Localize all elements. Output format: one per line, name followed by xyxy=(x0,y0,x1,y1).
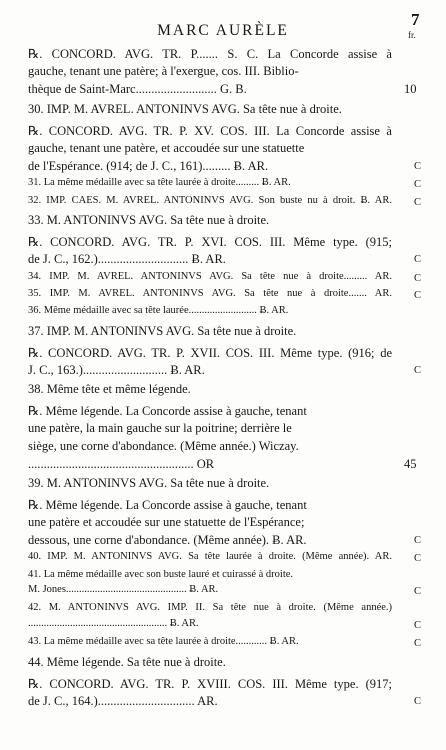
catalog-line xyxy=(0,345,446,361)
rarity-value: C xyxy=(414,197,422,208)
catalog-line xyxy=(0,497,446,513)
catalog-line xyxy=(0,676,446,692)
catalog-line xyxy=(0,584,446,600)
currency-column-header: fr. xyxy=(408,30,416,40)
catalog-line-text: 38. Même tête et même légende. xyxy=(28,382,191,396)
catalog-line-text: 44. Même légende. Sa tête nue à droite. xyxy=(28,655,226,669)
catalog-line-text: ..................................................... Ƀ. AR. xyxy=(28,618,199,629)
catalog-line-text: 34. IMP. M. AVREL. ANTONINVS AVG. Sa tête nue à droite......... AR. xyxy=(28,271,392,282)
catalog-line-text: 31. La même médaille avec sa tête laurée à droite......... Ƀ. AR. xyxy=(28,177,291,188)
catalog-line-text: 30. IMP. M. AVREL. ANTONINVS AVG. Sa tête nue à droite. xyxy=(28,102,342,116)
catalog-line-text: gauche, tenant une patère, et accoudée sur une statuette xyxy=(28,141,305,155)
catalog-line xyxy=(0,618,446,634)
catalog-line xyxy=(0,64,446,80)
catalog-line-text: ℞. Même légende. La Concorde assise à gauche, tenant xyxy=(28,404,307,418)
catalog-line-text: 36. Même médaille avec sa tête laurée.......................... Ƀ. AR. xyxy=(28,305,289,316)
catalog-line xyxy=(0,439,446,455)
rarity-value: 45 xyxy=(404,457,417,471)
rarity-value: C xyxy=(414,535,422,546)
catalog-line-text: 33. M. ANTONINVS AVG. Sa tête nue à droite. xyxy=(28,213,270,227)
catalog-line-text: dessous, une corne d'abondance. (Même année). Ƀ. AR. xyxy=(28,533,307,547)
catalog-line-text: une patère, la main gauche sur la poitrine; derrière le xyxy=(28,421,292,435)
catalog-line-text: M. Jones.............................................. Ƀ. AR. xyxy=(28,584,219,595)
catalog-line xyxy=(0,141,446,157)
rarity-value: C xyxy=(414,638,422,649)
catalog-line xyxy=(0,82,446,98)
rarity-value: C xyxy=(414,620,422,631)
catalog-line-text: 37. IMP. M. ANTONINVS AVG. Sa tête nue à droite. xyxy=(28,324,297,338)
catalog-line-text: 35. IMP. M. AVREL. ANTONINVS AVG. Sa tête nue à droite....... AR. xyxy=(28,288,393,299)
catalog-line-text: 43. La même médaille avec sa tête laurée à droite............ Ƀ. AR. xyxy=(28,636,299,647)
catalog-line xyxy=(0,533,446,549)
catalog-line xyxy=(0,421,446,437)
catalog-line xyxy=(0,305,446,321)
catalog-line xyxy=(0,363,446,379)
running-title: MARC AURÈLE xyxy=(157,22,289,39)
page-number: 7 xyxy=(411,10,420,29)
catalog-line xyxy=(0,515,446,531)
catalog-line xyxy=(0,46,446,62)
catalog-line xyxy=(0,457,446,473)
catalog-line xyxy=(0,602,446,618)
catalog-line xyxy=(0,403,446,419)
rarity-value: C xyxy=(414,586,422,597)
catalog-line-text: une patère et accoudée sur une statuette de l'Espérance; xyxy=(28,515,305,529)
rarity-value: C xyxy=(414,365,422,376)
catalog-line-text: 40. IMP. M. ANTONINVS AVG. Sa tête laurée à droite. (Même année). AR. xyxy=(28,551,392,562)
catalog-line xyxy=(0,382,446,398)
catalog-line xyxy=(0,195,446,211)
catalog-line-text: gauche, tenant une patère; à l'exergue, cos. III. Biblio- xyxy=(28,64,299,78)
rarity-value: C xyxy=(414,290,422,301)
catalog-line-text: ℞. CONCORD. AVG. TR. P. XVI. COS. III. Même type. (915; xyxy=(28,235,392,249)
catalog-line-text: de J. C., 162.)............................. Ƀ. AR. xyxy=(28,252,226,266)
catalog-line-text: thèque de Saint-Marc.......................... G. B. xyxy=(28,82,247,96)
catalog-line xyxy=(0,551,446,567)
catalog-line xyxy=(0,102,446,118)
catalog-line-text: 39. M. ANTONINVS AVG. Sa tête nue à droite. xyxy=(28,476,270,490)
catalog-line-text: ..................................................... OR xyxy=(28,457,215,471)
catalog-line-text: de l'Espérance. (914; de J. C., 161)......... Ƀ. AR. xyxy=(28,159,269,173)
catalog-line-text: J. C., 163.)........................... Ƀ. AR. xyxy=(28,363,205,377)
rarity-value: C xyxy=(414,273,422,284)
catalog-line-text: 32. IMP. CAES. M. AVREL. ANTONINVS AVG. Son buste nu à droit. Ƀ. AR. xyxy=(28,195,392,206)
catalog-line-text: de J. C., 164.)............................... AR. xyxy=(28,694,218,708)
rarity-value: C xyxy=(414,254,422,265)
catalog-line xyxy=(0,324,446,340)
catalog-line-text: ℞. Même légende. La Concorde assise à gauche, tenant xyxy=(28,498,307,512)
catalog-line xyxy=(0,252,446,268)
catalog-line-text: siège, une corne d'abondance. (Même année.) Wiczay. xyxy=(28,439,299,453)
catalog-line xyxy=(0,213,446,229)
catalog-line xyxy=(0,655,446,671)
catalog-line xyxy=(0,476,446,492)
rarity-value: C xyxy=(414,179,422,190)
catalog-line xyxy=(0,177,446,193)
rarity-value: 10 xyxy=(404,82,417,96)
catalog-line-text: 41. La même médaille avec son buste lauré et cuirassé à droite. xyxy=(28,569,294,580)
catalog-line xyxy=(0,159,446,175)
catalog-line xyxy=(0,288,446,304)
catalog-line-text: ℞. CONCORD. AVG. TR. P. XVIII. COS. III. Même type. (917; xyxy=(28,677,392,691)
catalog-line xyxy=(0,569,446,585)
catalog-line xyxy=(0,234,446,250)
catalog-line-text: 42. M. ANTONINVS AVG. IMP. II. Sa tête nue à droite. (Même année.) xyxy=(28,602,393,613)
rarity-value: C xyxy=(414,696,422,707)
catalog-line xyxy=(0,636,446,652)
catalog-line xyxy=(0,694,446,710)
catalog-line-text: ℞. CONCORD. AVG. TR. P. XV. COS. III. La Concorde assise à xyxy=(28,124,392,138)
rarity-value: C xyxy=(414,553,422,564)
rarity-value: C xyxy=(414,161,422,172)
catalog-line-text: ℞. CONCORD. AVG. TR. P....... S. C. La Concorde assise à xyxy=(28,47,392,61)
catalog-line-text: ℞. CONCORD. AVG. TR. P. XVII. COS. III. Même type. (916; de xyxy=(28,346,393,360)
catalog-line xyxy=(0,271,446,287)
catalog-line xyxy=(0,123,446,139)
